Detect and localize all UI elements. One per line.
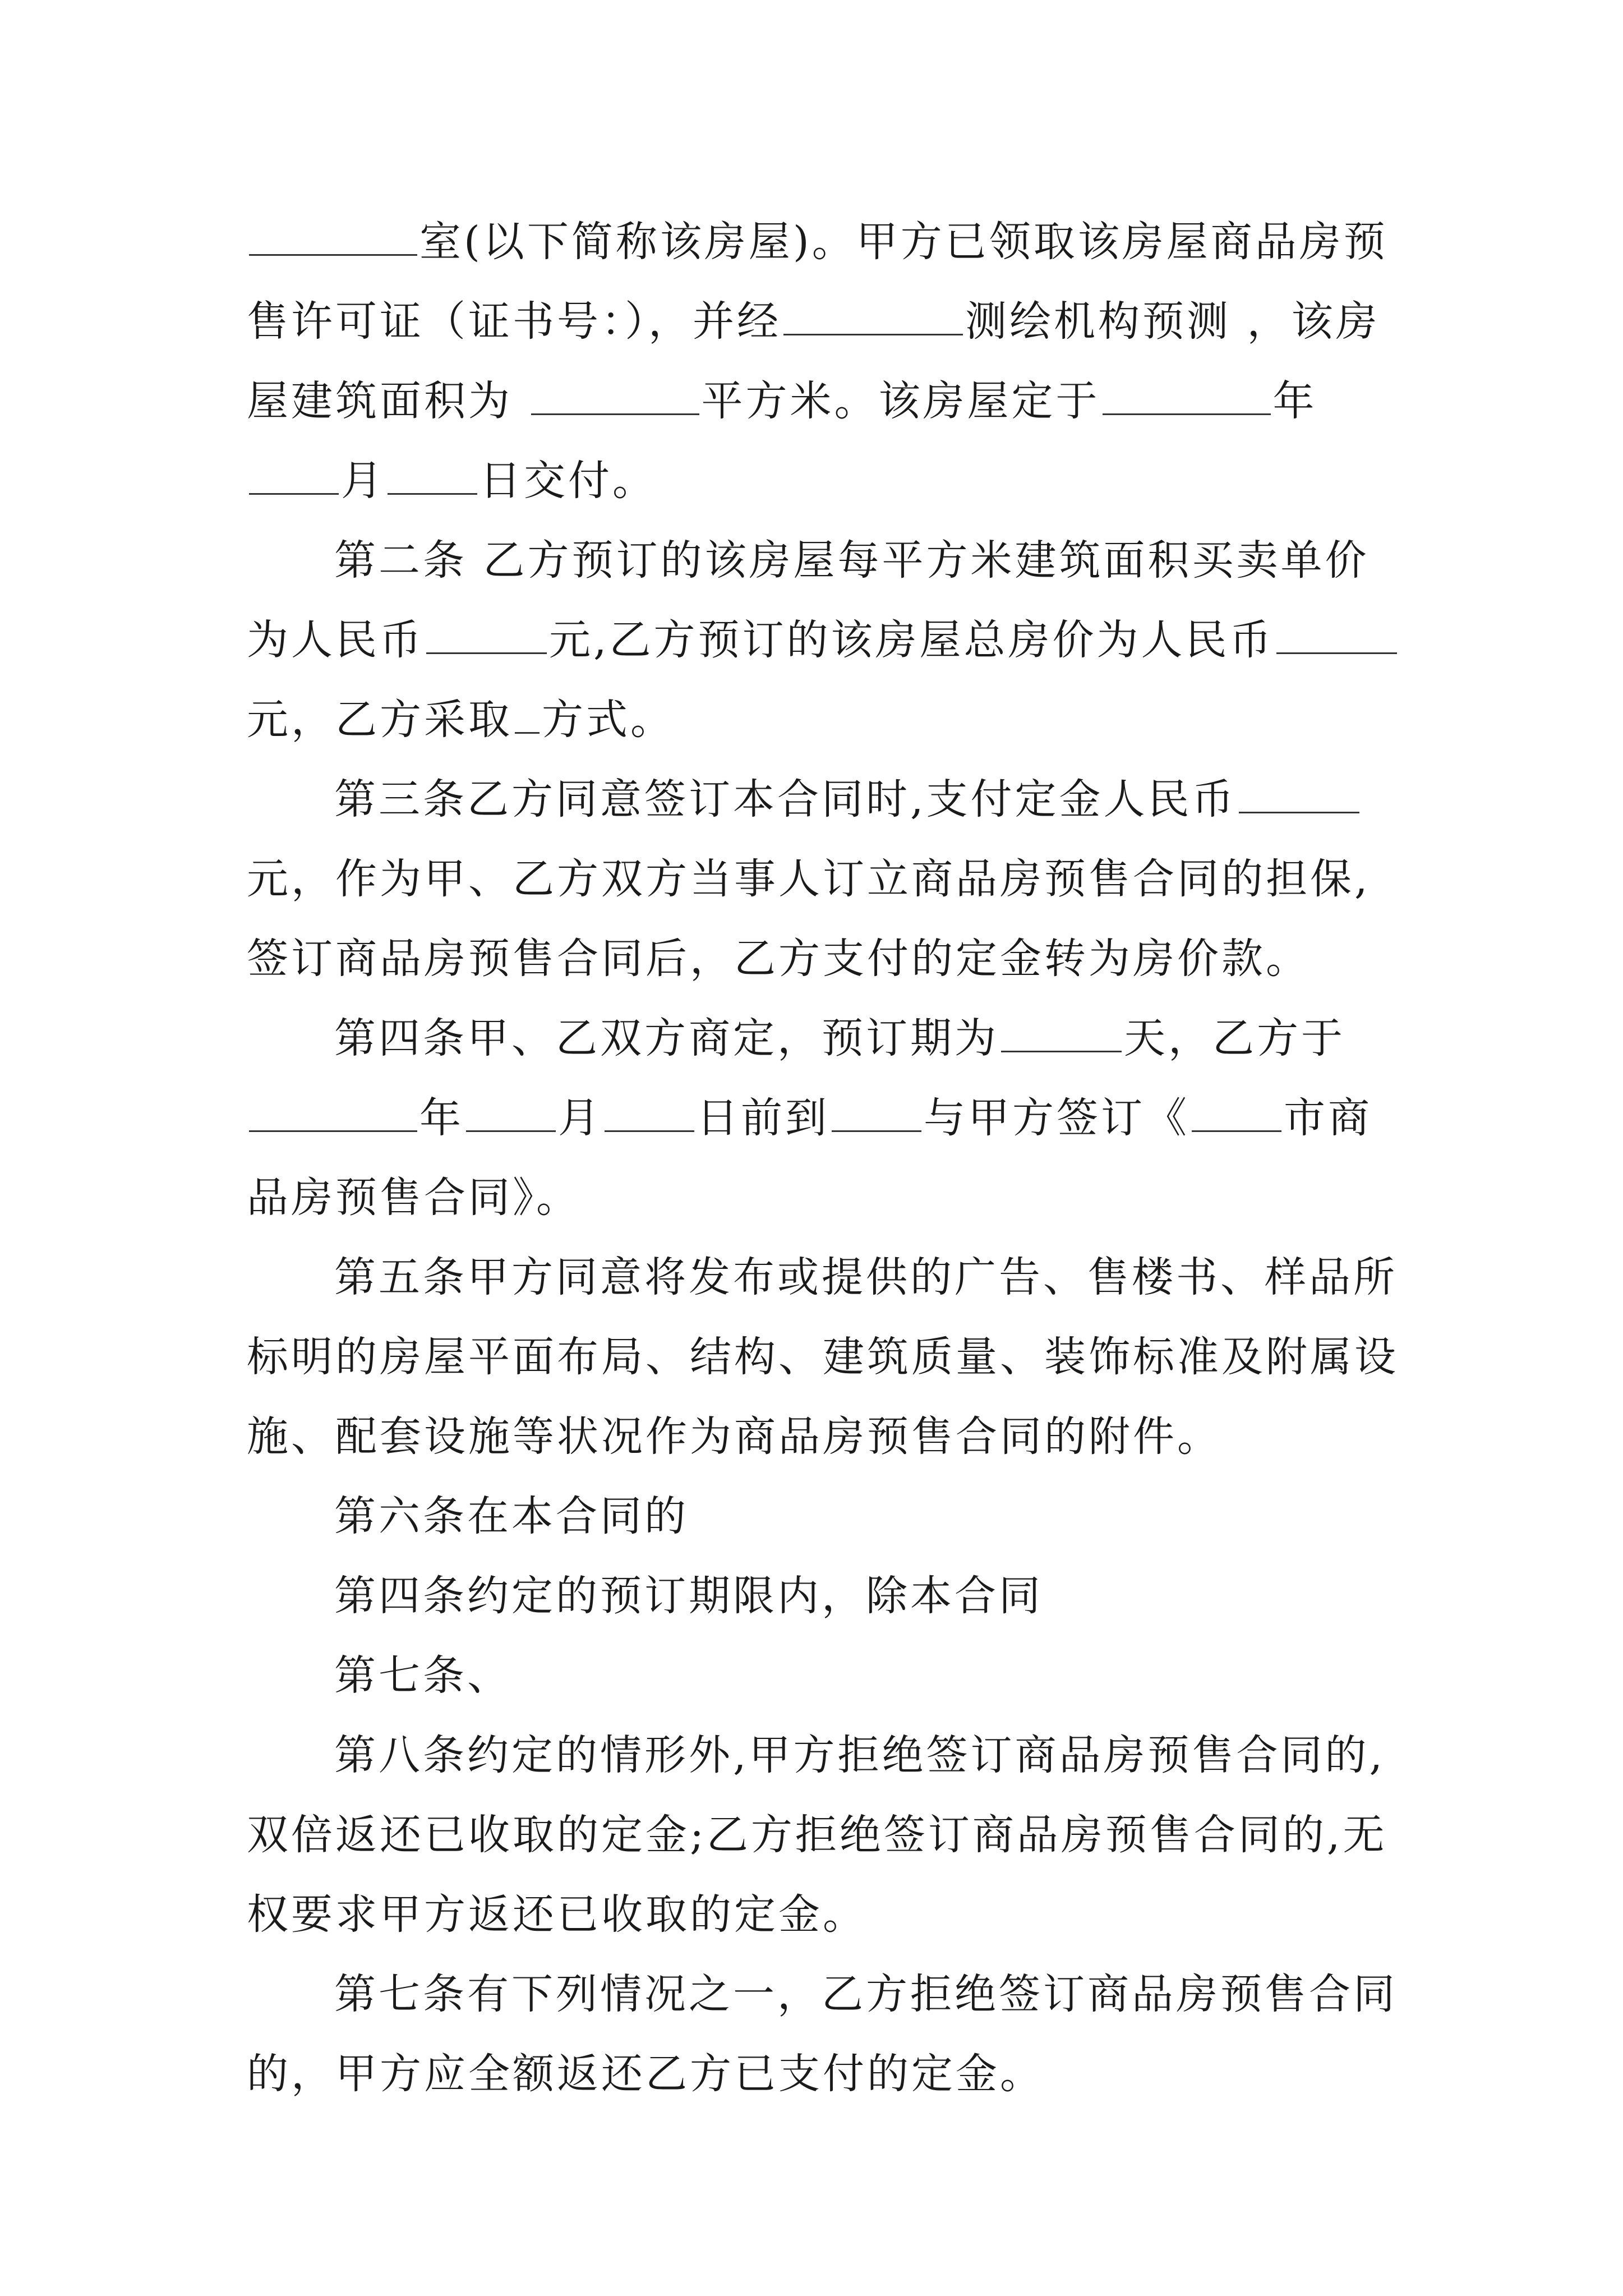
blank-days: [1001, 1017, 1122, 1052]
paragraph-article-3: [247, 760, 1402, 999]
text-segment: 方式。: [542, 696, 675, 744]
contract-text: [247, 202, 1402, 2114]
text-segment: 年: [1272, 377, 1317, 425]
blank-deposit: [1239, 778, 1359, 813]
paragraph-article-8-ref: 第八条约定的情形外,甲方拒绝签订商品房预售合同的,双倍返还已收取的定金;乙方拒绝签订商品房预售合同的,无权要求甲方返还已收取的定金。: [247, 1731, 1387, 1939]
text-segment: 第四条甲、乙双方商定，预订期为: [334, 1014, 999, 1062]
paragraph-article-6: 第六条在本合同的: [334, 1492, 689, 1540]
paragraph-article-7-ref: 第七条、: [334, 1651, 511, 1700]
blank-year: [1103, 380, 1271, 415]
blank-location: [832, 1097, 921, 1132]
blank-area: [531, 380, 699, 415]
text-segment: 元，作为甲、乙方双方当事人订立商品房预售合同的担保,签订商品房预售合同后，乙方支付的定金转为房价款。: [247, 855, 1371, 983]
text-segment: 日交付。: [479, 457, 657, 505]
text-segment: 与甲方签订《: [924, 1094, 1189, 1142]
text-segment: 元，乙方采取: [247, 696, 513, 744]
blank-survey-agency: [783, 300, 963, 335]
blank-month: [466, 1097, 556, 1132]
blank-room-number: [249, 220, 417, 256]
text-segment: 元,乙方预订的该房屋总房价为人民币: [549, 616, 1274, 664]
text-segment: 市商品房预售合同》。: [247, 1094, 1372, 1222]
paragraph-article-7: 第七条有下列情况之一，乙方拒绝签订商品房预售合同的，甲方应全额返还乙方已支付的定金。: [247, 1970, 1398, 2098]
paragraph-article-4-ref: 第四条约定的预订期限内，除本合同: [334, 1572, 1043, 1620]
blank-day: [388, 459, 477, 495]
text-segment: 第二条 乙方预订的该房屋每平方米建筑面积买卖单价为人民币: [247, 536, 1370, 664]
text-segment: 平方米。该房屋定于: [701, 377, 1100, 425]
text-segment: 第三条乙方同意签订本合同时,支付定金人民币: [334, 775, 1237, 823]
blank-payment-method: [515, 698, 540, 734]
blank-day: [605, 1097, 694, 1132]
paragraph-room-info: [247, 202, 1402, 521]
paragraph-article-5: 第五条甲方同意将发布或提供的广告、售楼书、样品所标明的房屋平面布局、结构、建筑质量、装饰标准及附属设施、配套设施等状况作为商品房预售合同的附件。: [247, 1253, 1399, 1461]
text-segment: 室(以下简称该房屋)。甲方已领取该房屋商品房预售许可证（证书号：），并经: [247, 218, 1388, 346]
blank-year: [249, 1097, 417, 1132]
text-segment: 年: [419, 1094, 464, 1142]
blank-month: [249, 459, 339, 495]
text-segment: 测绘机构预测 ，该房屋建筑面积为: [247, 297, 1380, 425]
blank-total-price: [1276, 619, 1397, 654]
paragraph-article-2: [247, 521, 1402, 760]
text-segment: 日前到: [697, 1094, 829, 1142]
blank-city: [1192, 1097, 1281, 1132]
text-segment: 天，乙方于: [1124, 1014, 1345, 1062]
text-segment: 月: [558, 1094, 602, 1142]
paragraph-article-4: [247, 999, 1402, 1237]
text-segment: 月: [341, 457, 385, 505]
blank-unit-price: [426, 619, 547, 654]
